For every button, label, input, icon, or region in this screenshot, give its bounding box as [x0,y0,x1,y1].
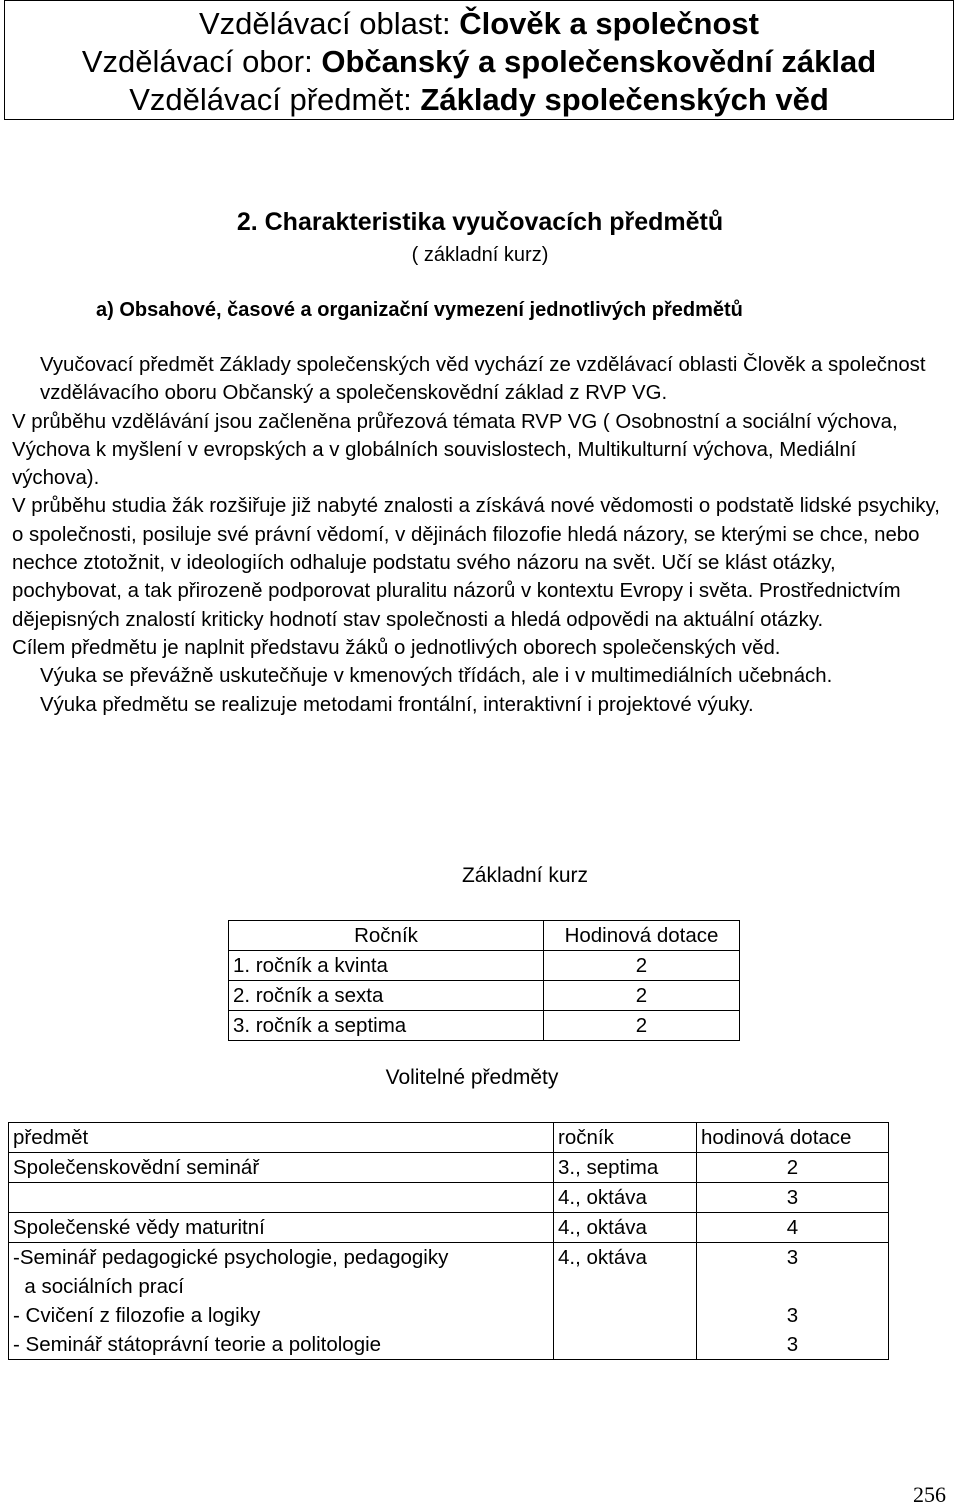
section-subtitle: ( základní kurz) [411,244,549,266]
hours-cell: 2 [544,951,740,981]
header-cell-hours: Hodinová dotace [544,921,740,951]
table-row [229,951,740,981]
subject-value: Základy společenských věd [420,82,829,117]
paragraph-3: V průběhu studia žák rozšiřuje již nabyté znalosti a získává nové vědomosti o podstatě lidské psychiky, o společnosti, posiluje své právní vědomí, v dějinách filozofie hledá názory, se kterými se chce, nebo nechce ztotožnit, v ideologiích odhaluje podstatu svého názoru na svět. Učí se klást otázky, pochybovat, a tak přirozeně podporovat pluralitu názorů v kontextu Evropy i světa. Prostřednictvím dějepisných znalostí kriticky hodnotí stav společnosti a hledá odpovědi na aktuální otázky. [12,495,940,631]
paragraph-6: Výuka předmětu se realizuje metodami frontální, interaktivní i projektové výuky. [40,693,754,716]
hours-cell: 2 [544,981,740,1011]
subject-label: Vzdělávací předmět: [129,82,421,117]
hours-line: 3 [786,1246,799,1269]
hours-cell-multi [697,1243,889,1360]
basic-course-table [228,920,740,1041]
body-text [12,351,947,719]
hours-line: 3 [786,1333,799,1356]
subject-line: -Seminář pedagogické psychologie, pedagogiky [13,1246,449,1269]
subject-cell-multi [9,1243,554,1360]
hours-cell: 2 [544,1011,740,1041]
header-line-subject [5,81,953,119]
subject-cell: Společenské vědy maturitní [9,1213,554,1243]
subject-line: - Cvičení z filozofie a logiky [13,1304,261,1327]
hours-cell: 2 [697,1153,889,1183]
sub-heading: a) Obsahové, časové a organizační vymezení jednotlivých předmětů [96,299,743,321]
field-value: Občanský a společenskovědní základ [321,44,877,79]
paragraph-1: Vyučovací předmět Základy společenských věd vychází ze vzdělávací oblasti Člověk a společnost vzdělávacího oboru Občanský a společenskovědní základ z RVP VG. [40,354,926,405]
hours-line: 3 [786,1304,799,1327]
table-row [229,981,740,1011]
section-title: 2. Charakteristika vyučovacích předmětů [236,208,724,236]
hours-cell: 4 [697,1213,889,1243]
header-line-field [5,43,953,81]
paragraph-5: Výuka se převážně uskutečňuje v kmenových třídách, ale i v multimediálních učebnách. [40,665,833,688]
header-cell-subject: předmět [9,1123,554,1153]
grade-cell: 3. ročník a septima [229,1011,544,1041]
grade-cell: 1. ročník a kvinta [229,951,544,981]
subject-line: a sociálních prací [13,1275,184,1298]
grade-cell: 4., oktáva [554,1243,697,1360]
header-line-area [5,5,953,43]
table-header-row [229,921,740,951]
table-row [9,1153,889,1183]
paragraph-4: Cílem předmětu je naplnit představu žáků o jednotlivých oborech společenských věd. [12,636,781,659]
table-row [9,1243,889,1360]
area-label: Vzdělávací oblast: [199,6,460,41]
header-box [4,0,954,120]
hours-line [701,1272,884,1301]
page-number: 256 [913,1482,946,1507]
subject-line: - Seminář státoprávní teorie a politologie [13,1333,382,1356]
table-row [9,1213,889,1243]
subject-cell: Společenskovědní seminář [9,1153,554,1183]
grade-cell: 3., septima [554,1153,697,1183]
header-cell-grade: Ročník [229,921,544,951]
paragraph-2: V průběhu vzdělávání jsou začleněna průřezová témata RVP VG ( Osobnostní a sociální výchova, Výchova k myšlení v evropských a v globálních souvislostech, Multikulturní výchova, Mediální výchova). [12,410,898,490]
table-row [229,1011,740,1041]
hours-cell: 3 [697,1183,889,1213]
electives-caption: Volitelné předměty [385,1066,559,1089]
area-value: Člověk a společnost [459,6,759,41]
grade-cell: 2. ročník a sexta [229,981,544,1011]
basic-course-caption: Základní kurz [461,864,589,887]
electives-table [8,1122,889,1360]
table-row [9,1183,889,1213]
grade-cell: 4., oktáva [554,1183,697,1213]
subject-cell [9,1183,554,1213]
grade-cell: 4., oktáva [554,1213,697,1243]
header-cell-grade: ročník [554,1123,697,1153]
header-cell-hours: hodinová dotace [697,1123,889,1153]
table-header-row [9,1123,889,1153]
field-label: Vzdělávací obor: [81,44,322,79]
